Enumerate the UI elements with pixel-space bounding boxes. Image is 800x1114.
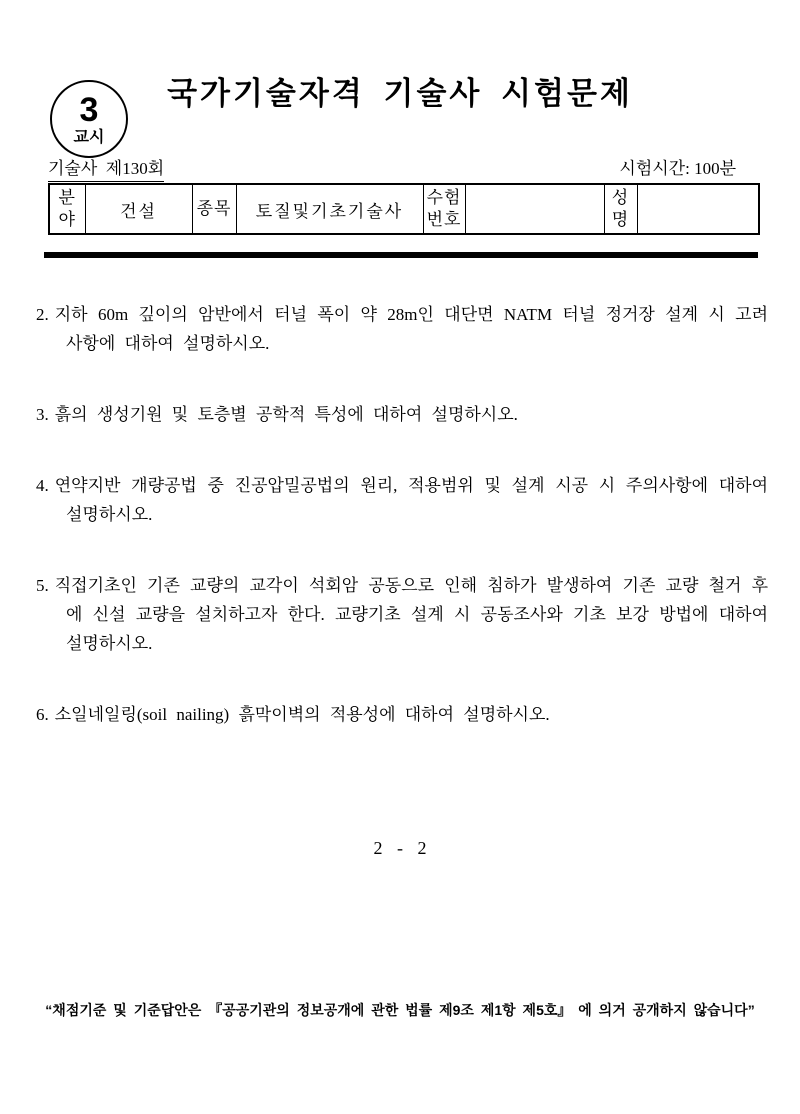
- page-title: 국가기술자격 기술사 시험문제: [167, 76, 633, 111]
- question-number: 5.: [36, 576, 49, 595]
- question-item-6: [36, 700, 768, 729]
- session-label: 교시: [73, 128, 105, 146]
- candidate-info-table: [48, 183, 760, 235]
- section-divider: [44, 252, 758, 258]
- session-number: 3: [79, 90, 99, 129]
- page-number: 2 - 2: [373, 838, 427, 858]
- name-label: 성명: [604, 184, 637, 234]
- category-value: 건설: [85, 184, 192, 234]
- question-text: 소일네일링(soil nailing) 흙막이벽의 적용성에 대하여 설명하시오.: [54, 705, 550, 724]
- question-text: 지하 60m 깊이의 암반에서 터널 폭이 약 28m인 대단면 NATM 터널 정거장 설계 시 고려사항에 대하여 설명하시오.: [54, 305, 768, 353]
- exam-meta-row: [48, 158, 758, 182]
- candidate-number-label: 수험번호: [423, 184, 465, 234]
- question-number: 3.: [36, 405, 49, 424]
- subject-value: 토질및기초기술사: [236, 184, 423, 234]
- question-item-5: [36, 571, 768, 658]
- question-number: 2.: [36, 305, 49, 324]
- question-number: 4.: [36, 476, 49, 495]
- category-label: 분야: [49, 184, 85, 234]
- question-item-3: [36, 400, 768, 429]
- question-item-4: [36, 471, 768, 529]
- candidate-number-field: [465, 184, 604, 234]
- question-text: 흙의 생성기원 및 토층별 공학적 특성에 대하여 설명하시오.: [54, 405, 518, 424]
- exam-round: 기술사 제130회: [48, 158, 164, 182]
- question-number: 6.: [36, 705, 49, 724]
- table-row: [49, 184, 759, 234]
- question-text: 연약지반 개량공법 중 진공압밀공법의 원리, 적용범위 및 설계 시공 시 주의사항에 대하여 설명하시오.: [54, 476, 768, 524]
- question-text: 직접기초인 기존 교량의 교각이 석회암 공동으로 인해 침하가 발생하여 기존 교량 철거 후에 신설 교량을 설치하고자 한다. 교량기초 설계 시 공동조사와 기초 보강 방법에 대하여 설명하시오.: [54, 576, 768, 653]
- footer-notice: “채점기준 및 기준답안은 『공공기관의 정보공개에 관한 법률 제9조 제1항 제5호』 에 의거 공개하지 않습니다”: [45, 1002, 755, 1018]
- question-list: [36, 300, 768, 771]
- question-item-2: [36, 300, 768, 358]
- name-field: [637, 184, 759, 234]
- exam-time: 시험시간: 100분: [619, 159, 736, 178]
- subject-label: 종목: [192, 184, 236, 234]
